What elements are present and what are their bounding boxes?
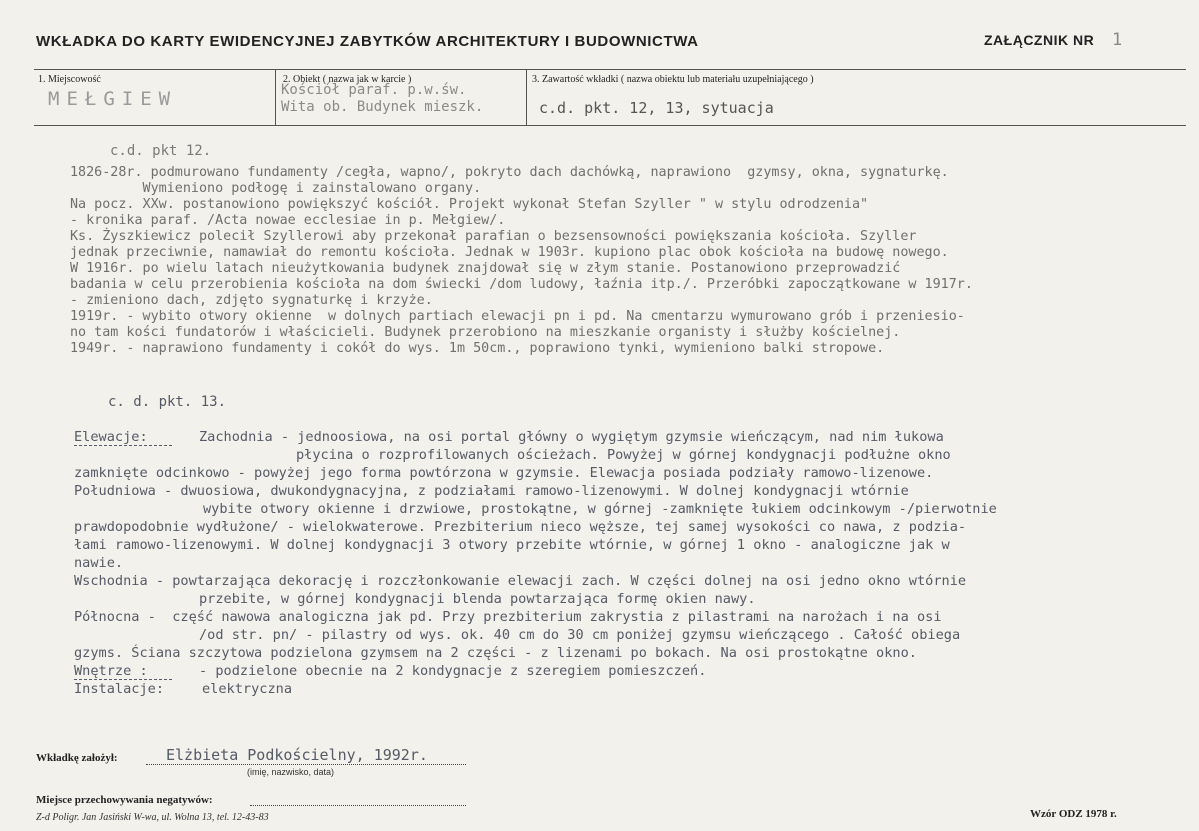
section12-line: no tam kości fundatorów i właścicieli. Budynek przerobiono na mieszkanie organisty i służby kościelnej. — [70, 325, 901, 340]
negatives-label: Miejsce przechowywania negatywów: — [36, 794, 213, 806]
instalacje-label: Instalacje: — [74, 681, 165, 697]
object-label: 2. Obiekt ( nazwa jak w karcie ) — [283, 74, 412, 85]
table-bottom-border — [34, 125, 1186, 126]
founder-dotline — [146, 764, 466, 765]
locality-label: 1. Miejscowość — [38, 74, 101, 85]
elewacje-line: łami ramowo-lizenowymi. W dolnej kondygnacji 3 otwory przebite wtórnie, w górnej 1 okno - analogiczne jak w — [74, 537, 950, 553]
object-value-line1: Kościół paraf. p.w.św. — [281, 82, 467, 98]
section12-line: 1949r. - naprawiono fundamenty i cokół do wys. 1m 50cm., poprawiono tynki, wymieniono balki stropowe. — [70, 341, 885, 356]
founder-value: Elżbieta Podkościelny, 1992r. — [166, 746, 428, 764]
annex-number: 1 — [1112, 30, 1123, 50]
elewacje-line: Zachodnia - jednoosiowa, na osi portal główny o wygiętym gzymsie wieńczącym, nad nim łukowa — [199, 429, 944, 445]
elewacje-line: /od str. pn/ - pilastry od wys. ok. 40 cm do 30 cm poniżej gzymsu wieńczącego . Całość obiega — [199, 627, 961, 643]
wnetrze-label: Wnętrze : — [74, 663, 148, 679]
instalacje-text: elektryczna — [202, 681, 293, 697]
negatives-dotline — [250, 805, 466, 806]
supplement-label: 3. Zawartość wkładki ( nazwa obiektu lub materiału uzupełniającego ) — [532, 74, 814, 85]
founder-caption: (imię, nazwisko, data) — [247, 767, 335, 777]
section12-line: jednak przeciwnie, namawiał do remontu kościoła. Jednak w 1903r. kupiono plac obok kościoła na budowę nowego. — [70, 245, 949, 260]
elewacje-line: Wschodnia - powtarzająca dekorację i rozczłonkowanie elewacji zach. W części dolnej na osi jedno okno wtórnie — [74, 573, 967, 589]
section12-line: badania w celu przerobienia kościoła na dom świecki /dom ludowy, łaźnia itp./. Przeróbki zapoczątkowane w 1917r. — [70, 277, 973, 292]
elewacje-line: przebite, w górnej kondygnacji blenda powtarzająca formę okien nawy. — [199, 591, 756, 607]
table-top-border — [34, 69, 1186, 70]
section12-line: W 1916r. po wielu latach nieużytkowania budynek znajdował się w złym stanie. Postanowiono przeprowadzić — [70, 261, 901, 276]
section12-heading: c.d. pkt 12. — [110, 143, 212, 159]
elewacje-line: zamknięte odcinkowo - powyżej jego forma powtórzona w gzymsie. Elewacja posiada podziały ramowo-lizenowe. — [74, 465, 934, 481]
section12-line: - zmieniono dach, zdjęto sygnaturkę i krzyże. — [70, 293, 433, 308]
object-value-line2: Wita ob. Budynek mieszk. — [281, 99, 484, 115]
section12-body — [70, 165, 1195, 357]
section12-line: Wymieniono podłogę i zainstalowano organy. — [70, 181, 482, 196]
elewacje-line: Północna - część nawowa analogiczna jak pd. Przy prezbiterium zakrystia z pilastrami na narożach i na osi — [74, 609, 942, 625]
print-info: Z-d Poligr. Jan Jasiński W-wa, ul. Wolna 13, tel. 12-43-83 — [36, 812, 269, 823]
elewacje-underline — [74, 445, 172, 446]
elewacje-line: nawie. — [74, 555, 124, 571]
table-divider-2 — [526, 69, 527, 126]
annex-label: ZAŁĄCZNIK NR — [984, 32, 1095, 48]
supplement-value: c.d. pkt. 12, 13, sytuacja — [539, 99, 774, 117]
section12-line: Ks. Żyszkiewicz polecił Szyllerowi aby przekonał parafian o bezsensowności powiększania kościoła. Szyller — [70, 229, 917, 244]
section12-line: Na pocz. XXw. postanowiono powiększyć kościół. Projekt wykonał Stefan Szyller " w stylu odrodzenia" — [70, 197, 869, 212]
form-code: Wzór ODZ 1978 r. — [1030, 808, 1117, 820]
form-title: WKŁADKA DO KARTY EWIDENCYJNEJ ZABYTKÓW ARCHITEKTURY I BUDOWNICTWA — [36, 33, 699, 50]
elewacje-line: Południowa - dwuosiowa, dwukondygnacyjna, z podziałami ramowo-lizenowymi. W dolnej kondygnacji wtórnie — [74, 483, 909, 499]
elewacje-line: gzyms. Ściana szczytowa podzielona gzymsem na 2 części - z lizenami po bokach. Na osi prostokątne okno. — [74, 645, 917, 661]
section12-line: 1826-28r. podmurowano fundamenty /cegła, wapno/, pokryto dach dachówką, naprawiono gzymsy, okna, sygnaturkę. — [70, 165, 949, 180]
table-divider-1 — [275, 69, 276, 126]
elewacje-line: płycina o rozprofilowanych ościeżach. Powyżej w górnej kondygnacji podłużne okno — [296, 447, 951, 463]
section13-heading: c. d. pkt. 13. — [108, 394, 227, 410]
elewacje-label: Elewacje: — [74, 429, 148, 445]
founder-label: Wkładkę założył: — [36, 752, 118, 764]
elewacje-line: wybite otwory okienne i drzwiowe, prostokątne, w górnej -zamknięte łukiem odcinkowym -/pierwotnie — [203, 501, 997, 517]
locality-value: MEŁGIEW — [48, 88, 178, 110]
section12-line: - kronika paraf. /Acta nowae ecclesiae in p. Mełgiew/. — [70, 213, 506, 228]
section12-line: 1919r. - wybito otwory okienne w dolnych partiach elewacji pn i pd. Na cmentarzu wymurowano grób i przeniesio- — [70, 309, 965, 324]
elewacje-line: prawdopodobnie wydłużone/ - wielokwaterowe. Prezbiterium nieco węższe, tej samej wysokości co nawa, z podzia- — [74, 519, 967, 535]
wnetrze-text: - podzielone obecnie na 2 kondygnacje z szeregiem pomieszczeń. — [199, 663, 707, 679]
